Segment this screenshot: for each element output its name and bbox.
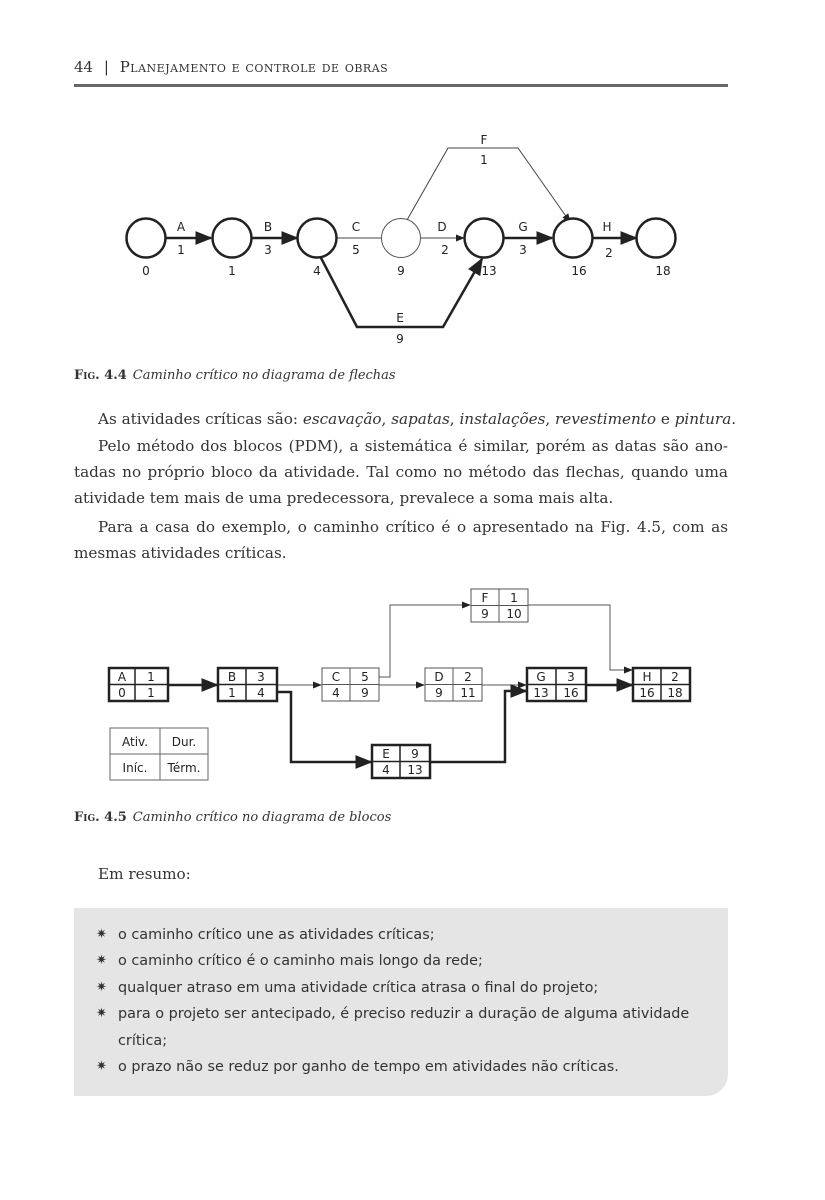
activity-name-label: H [602, 220, 612, 234]
bullet-star-icon: ✷ [96, 1006, 107, 1022]
figure-caption-text: Caminho crítico no diagrama de flechas [132, 368, 396, 383]
paragraph-example [74, 514, 728, 566]
text-run: . [731, 410, 737, 428]
activity-name-label: C [351, 220, 361, 234]
node-time-label: 9 [397, 264, 405, 278]
event-node-2 [213, 219, 252, 258]
paragraph-line: mesmas atividades críticas. [74, 544, 287, 562]
event-node-5 [465, 219, 504, 258]
activity-duration-label: 1 [177, 243, 185, 257]
text-run: e [656, 410, 675, 428]
block-end: 1 [147, 686, 155, 700]
italic-term: revestimento [555, 410, 657, 428]
list-item [96, 948, 716, 974]
link-f-h [528, 605, 632, 670]
block-duration: 3 [257, 670, 265, 684]
activity-block-h [633, 668, 690, 701]
activity-f-arrow [407, 148, 570, 222]
activity-block-b [218, 668, 277, 701]
legend-inic: Iníc. [122, 761, 148, 775]
activity-duration-label: 2 [441, 243, 449, 257]
activity-name-label: G [518, 220, 528, 234]
activity-name-label: A [176, 220, 186, 234]
block-end: 10 [506, 607, 522, 621]
summary-intro [74, 861, 728, 887]
block-start: 0 [118, 686, 126, 700]
activity-name-label: D [437, 220, 447, 234]
activity-block-c [322, 668, 379, 701]
bullet-text: qualquer atraso em uma atividade crítica atrasa o final do projeto; [118, 979, 599, 996]
paragraph-line: Pelo método dos blocos (PDM), a sistemática é similar, porém as datas são ano- [98, 437, 728, 455]
italic-term: pintura [674, 410, 732, 428]
text-run: As atividades críticas são: [98, 410, 303, 428]
bullet-text: o caminho crítico une as atividades críticas; [118, 927, 435, 943]
block-start: 1 [228, 686, 236, 700]
legend-dur: Dur. [171, 735, 197, 749]
paragraph-line: Para a casa do exemplo, o caminho crítico é o apresentado na Fig. 4.5, com as [98, 518, 728, 536]
block-start: 4 [332, 686, 340, 700]
activity-block-a [109, 668, 168, 701]
bullet-star-icon: ✷ [96, 953, 107, 969]
block-name: H [642, 670, 652, 684]
figure-caption-4-5 [74, 810, 391, 825]
paragraph-line: atividade tem mais de uma predecessora, prevalece a soma mais alta. [74, 489, 614, 507]
list-item [96, 975, 716, 1001]
block-start: 16 [639, 686, 655, 700]
block-start: 9 [435, 686, 443, 700]
activity-duration-label: 3 [264, 243, 272, 257]
block-end: 16 [563, 686, 579, 700]
block-legend [110, 728, 208, 780]
node-time-label: 4 [313, 264, 321, 278]
list-item [96, 1054, 716, 1080]
activity-duration-label: 2 [605, 246, 613, 260]
activity-block-g [527, 668, 586, 701]
paragraph-pdm [74, 433, 728, 511]
activity-name-label: E [396, 311, 404, 325]
link-e-g [430, 691, 526, 762]
block-start: 9 [481, 607, 489, 621]
block-name: G [536, 670, 546, 684]
page-number: 44 [74, 58, 94, 76]
block-duration: 5 [361, 670, 369, 684]
event-node-3 [298, 219, 337, 258]
italic-term: sapatas [391, 410, 450, 428]
block-start: 4 [382, 763, 390, 777]
link-b-e [277, 692, 371, 762]
figure-number: Fig. 4.4 [74, 368, 127, 383]
link-c-f [379, 605, 470, 677]
block-duration: 3 [567, 670, 575, 684]
list-item [96, 1001, 716, 1054]
block-name: A [117, 670, 127, 684]
block-duration: 1 [147, 670, 155, 684]
block-duration: 2 [464, 670, 472, 684]
activity-block-e [372, 745, 430, 778]
list-item [96, 922, 716, 948]
block-duration: 9 [411, 747, 419, 761]
legend-term: Térm. [167, 761, 201, 775]
activity-block-d [425, 668, 482, 701]
paragraph-line: As atividades críticas são: escavação, sapatas, instalações, revestimento e pintura. [98, 410, 737, 428]
header-separator: | [103, 58, 109, 76]
node-time-label: 16 [571, 264, 587, 278]
block-duration: 1 [510, 591, 518, 605]
activity-name-label: F [480, 133, 488, 147]
bullet-text: o caminho crítico é o caminho mais longo da rede; [118, 953, 483, 970]
event-node-4 [382, 219, 421, 258]
italic-term: instalações [459, 410, 546, 428]
figure-caption-text: Caminho crítico no diagrama de blocos [132, 810, 392, 825]
bullet-text: o prazo não se reduz por ganho de tempo em atividades não críticas. [118, 1059, 619, 1076]
node-time-label: 13 [481, 264, 497, 278]
italic-term: escavação [302, 410, 382, 428]
event-node-6 [554, 219, 593, 258]
block-end: 9 [361, 686, 369, 700]
activity-block-f [471, 589, 528, 622]
bullet-star-icon: ✷ [96, 927, 107, 942]
event-node-7 [637, 219, 676, 258]
figure-number: Fig. 4.5 [74, 810, 127, 825]
bullet-star-icon: ✷ [96, 1059, 107, 1075]
block-name: C [331, 670, 341, 684]
event-node-1 [127, 219, 166, 258]
bullet-text: para o projeto ser antecipado, é preciso reduzir a duração de alguma atividade crítica; [118, 1006, 690, 1049]
block-name: D [434, 670, 444, 684]
node-time-label: 18 [655, 264, 671, 278]
header-rule [74, 84, 728, 87]
running-header [74, 58, 388, 76]
node-time-label: 1 [228, 264, 236, 278]
arrow-diagram [0, 120, 825, 360]
summary-intro-text: Em resumo: [98, 865, 191, 883]
block-duration: 2 [671, 670, 679, 684]
block-end: 4 [257, 686, 265, 700]
block-diagram [0, 580, 825, 805]
activity-duration-label: 5 [352, 243, 360, 257]
running-title: Planejamento e controle de obras [119, 58, 389, 76]
bullet-star-icon: ✷ [96, 979, 107, 995]
block-name: B [227, 670, 237, 684]
paragraph-critical-activities [74, 406, 737, 432]
block-end: 13 [407, 763, 423, 777]
legend-ativ: Ativ. [121, 735, 149, 749]
figure-caption-4-4 [74, 368, 396, 383]
block-name: E [382, 747, 390, 761]
summary-bullet-list [96, 922, 716, 1080]
block-end: 11 [460, 686, 476, 700]
paragraph-line: tadas no próprio bloco da atividade. Tal como no método das flechas, quando uma [74, 463, 728, 481]
activity-duration-label: 1 [480, 153, 488, 167]
node-time-label: 0 [142, 264, 150, 278]
block-name: F [481, 591, 489, 605]
block-start: 13 [533, 686, 549, 700]
activity-duration-label: 9 [396, 332, 404, 346]
block-end: 18 [667, 686, 683, 700]
activity-name-label: B [263, 220, 273, 234]
activity-duration-label: 3 [519, 243, 527, 257]
